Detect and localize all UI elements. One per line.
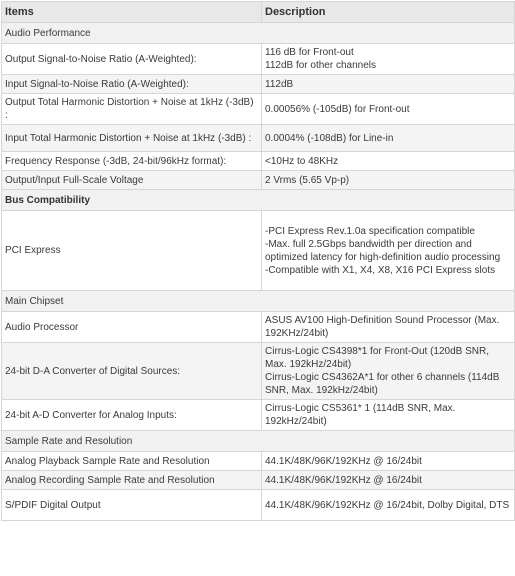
- section-title: Bus Compatibility: [2, 190, 515, 211]
- spec-item: Audio Processor: [2, 312, 262, 343]
- description-line: 0.00056% (-105dB) for Front-out: [265, 103, 410, 115]
- section-title: Sample Rate and Resolution: [2, 431, 515, 452]
- spec-item: Output Signal-to-Noise Ratio (A-Weighted):: [2, 44, 262, 75]
- table-row: [2, 75, 515, 94]
- table-row: [2, 171, 515, 190]
- spec-item: Input Total Harmonic Distortion + Noise at 1kHz (-3dB) :: [2, 125, 262, 152]
- spec-item: Output/Input Full-Scale Voltage: [2, 171, 262, 190]
- spec-description: [262, 94, 515, 125]
- spec-description: [262, 75, 515, 94]
- table-row: [2, 211, 515, 291]
- table-row: [2, 343, 515, 400]
- description-line: 0.0004% (-108dB) for Line-in: [265, 132, 394, 144]
- table-row: [2, 312, 515, 343]
- spec-description: [262, 171, 515, 190]
- description-line: -Max. full 2.5Gbps bandwidth per direction and optimized latency for high-definition audio processing: [265, 238, 501, 263]
- description-line: 44.1K/48K/96K/192KHz @ 16/24bit: [265, 474, 422, 486]
- description-line: 112dB for other channels: [265, 60, 377, 71]
- description-line: Cirrus-Logic CS5361* 1 (114dB SNR, Max. 192kHz/24bit): [265, 403, 456, 427]
- table-row: [2, 94, 515, 125]
- header-description: Description: [262, 2, 515, 23]
- spec-item: Analog Playback Sample Rate and Resolution: [2, 452, 262, 471]
- description-line: Cirrus-Logic CS4398*1 for Front-Out (120dB SNR, Max. 192kHz/24bit): [265, 346, 489, 370]
- spec-table-body: [2, 2, 515, 521]
- section-row: [2, 23, 515, 44]
- section-row: [2, 190, 515, 211]
- spec-description: [262, 152, 515, 171]
- table-row: [2, 490, 515, 521]
- spec-description: [262, 400, 515, 431]
- table-row: [2, 44, 515, 75]
- spec-description: [262, 312, 515, 343]
- spec-item: Input Signal-to-Noise Ratio (A-Weighted):: [2, 75, 262, 94]
- spec-description: [262, 125, 515, 152]
- section-title: Main Chipset: [2, 291, 515, 312]
- spec-description: [262, 44, 515, 75]
- spec-description: [262, 452, 515, 471]
- spec-description: [262, 471, 515, 490]
- table-row: [2, 400, 515, 431]
- table-header-row: [2, 2, 515, 23]
- spec-description: [262, 211, 515, 291]
- spec-item: 24-bit A-D Converter for Analog Inputs:: [2, 400, 262, 431]
- description-line: <10Hz to 48KHz: [265, 155, 339, 167]
- description-line: 44.1K/48K/96K/192KHz @ 16/24bit: [265, 455, 422, 467]
- table-row: [2, 471, 515, 490]
- spec-description: [262, 490, 515, 521]
- spec-item: Output Total Harmonic Distortion + Noise at 1kHz (-3dB) :: [2, 94, 262, 125]
- description-line: 2 Vrms (5.65 Vp-p): [265, 174, 350, 186]
- description-line: 44.1K/48K/96K/192KHz @ 16/24bit, Dolby Digital, DTS: [265, 499, 510, 511]
- spec-table: [1, 1, 515, 521]
- spec-item: Frequency Response (-3dB, 24-bit/96kHz format):: [2, 152, 262, 171]
- spec-item: PCI Express: [2, 211, 262, 291]
- description-line: 112dB: [265, 78, 294, 90]
- table-row: [2, 152, 515, 171]
- table-row: [2, 452, 515, 471]
- description-line: -Compatible with X1, X4, X8, X16 PCI Express slots: [265, 264, 496, 276]
- spec-item: S/PDIF Digital Output: [2, 490, 262, 521]
- table-row: [2, 125, 515, 152]
- description-line: -PCI Express Rev.1.0a specification compatible: [265, 225, 475, 237]
- description-line: 116 dB for Front-out: [265, 47, 354, 58]
- spec-description: [262, 343, 515, 400]
- section-row: [2, 291, 515, 312]
- header-items: Items: [2, 2, 262, 23]
- description-line: ASUS AV100 High-Definition Sound Processor (Max. 192KHz/24bit): [265, 315, 500, 339]
- spec-item: 24-bit D-A Converter of Digital Sources:: [2, 343, 262, 400]
- description-line: Cirrus-Logic CS4362A*1 for other 6 channels (114dB SNR, Max. 192kHz/24bit): [265, 372, 500, 396]
- spec-item: Analog Recording Sample Rate and Resolution: [2, 471, 262, 490]
- section-row: [2, 431, 515, 452]
- section-title: Audio Performance: [2, 23, 515, 44]
